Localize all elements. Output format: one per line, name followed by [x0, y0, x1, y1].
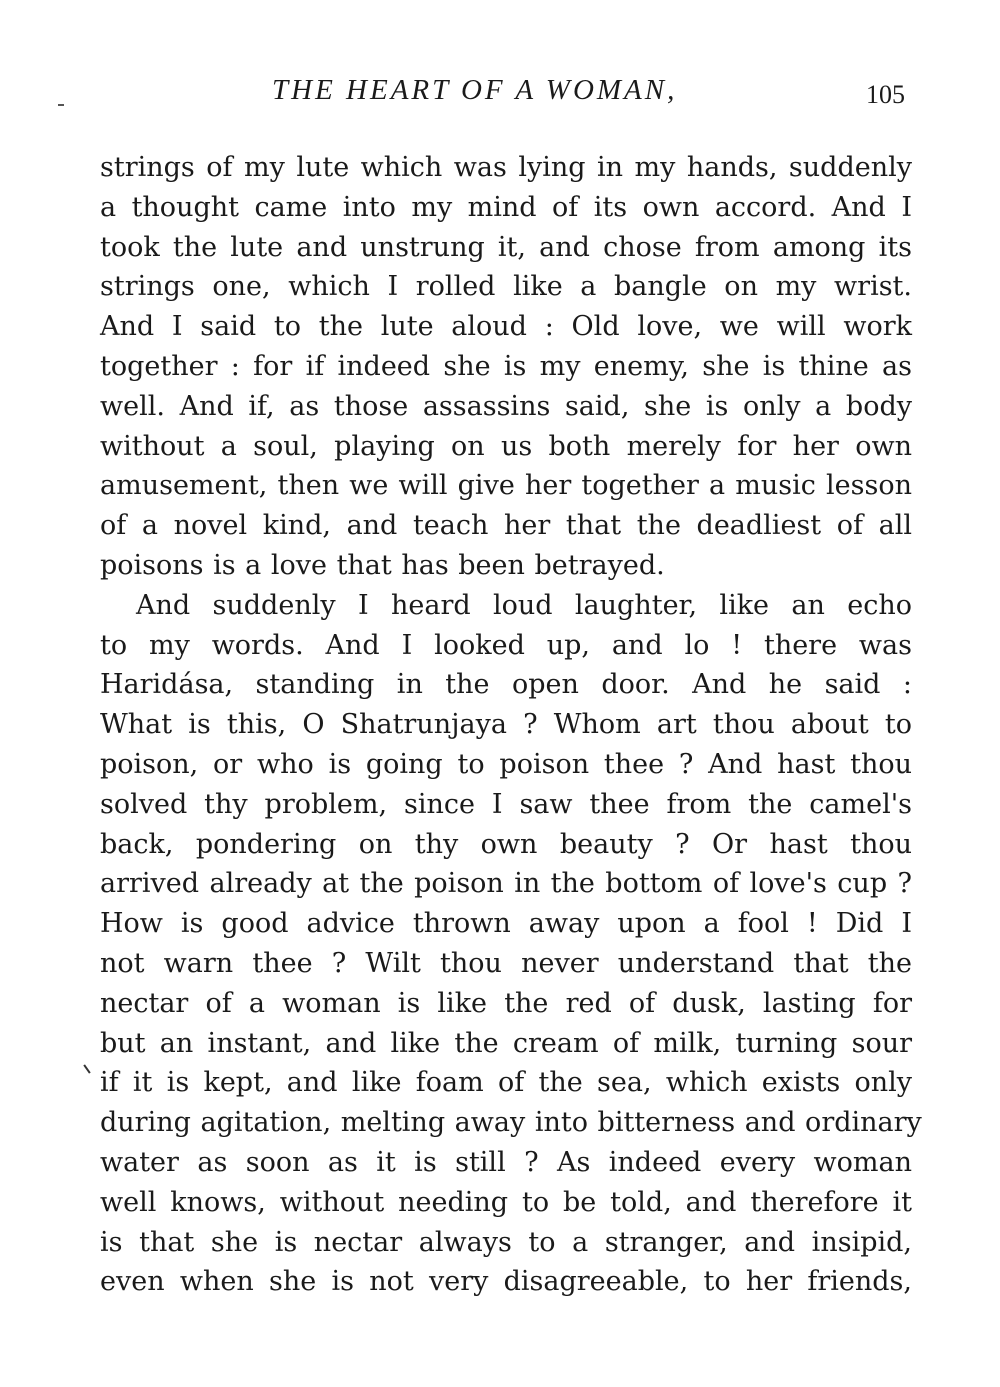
- text-line: well knows, without needing to be told, and therefore it: [100, 1186, 912, 1218]
- text-line: but an instant, and like the cream of milk, turning sour: [100, 1027, 912, 1059]
- text-line: of a novel kind, and teach her that the deadliest of all: [100, 510, 912, 542]
- text-line: strings of my lute which was lying in my hands, suddenly: [100, 152, 912, 183]
- text-line: What is this, O Shatrunjaya ? Whom art thou about to: [100, 709, 912, 741]
- text-line: poisons is a love that has been betrayed.: [100, 549, 665, 581]
- text-line: arrived already at the poison in the bottom of love's cup ?: [100, 868, 912, 900]
- text-line: not warn thee ? Wilt thou never understand that the: [100, 947, 912, 979]
- text-line: back, pondering on thy own beauty ? Or hast thou: [100, 828, 912, 860]
- running-head: [0, 74, 1000, 114]
- paragraph-2: [100, 586, 922, 1302]
- text-line: during agitation, melting away into bitterness and ordinary: [100, 1107, 922, 1139]
- text-line: How is good advice thrown away upon a fool ! Did I: [100, 908, 912, 940]
- text-line: solved thy problem, since I saw thee from the camel's: [100, 788, 912, 820]
- text-line: nectar of a woman is like the red of dusk, lasting for: [100, 987, 912, 1019]
- running-title: THE HEART OF A WOMAN,: [272, 74, 678, 106]
- text-line: if it is kept, and like foam of the sea, which exists only: [100, 1067, 912, 1099]
- text-line: took the lute and unstrung it, and chose from among its: [100, 231, 912, 263]
- text-line: to my words. And I looked up, and lo ! there was: [100, 629, 912, 661]
- text-line: is that she is nectar always to a stranger, and insipid,: [100, 1226, 912, 1258]
- text-line: poison, or who is going to poison thee ? And hast thou: [100, 748, 912, 780]
- text-line: And suddenly I heard loud laughter, like an echo: [136, 589, 912, 621]
- text-line: a thought came into my mind of its own accord. And I: [100, 191, 912, 223]
- margin-mark: [58, 104, 64, 106]
- paragraph-1: [100, 148, 912, 586]
- text-line: water as soon as it is still ? As indeed every woman: [100, 1146, 912, 1178]
- text-line: Haridása, standing in the open door. And he said :: [100, 669, 912, 701]
- text-line: without a soul, playing on us both merely for her own: [100, 430, 912, 462]
- text-line: even when she is not very disagreeable, to her friends,: [100, 1266, 912, 1298]
- page-number: 105: [866, 80, 905, 109]
- text-line: amusement, then we will give her together a music lesson: [100, 470, 912, 502]
- text-line: together : for if indeed she is my enemy, she is thine as: [100, 350, 912, 382]
- body-text: [100, 148, 922, 1302]
- text-line: strings one, which I rolled like a bangle on my wrist.: [100, 271, 912, 303]
- text-line: well. And if, as those assassins said, she is only a body: [100, 390, 912, 422]
- margin-tick: [83, 1064, 90, 1073]
- text-line: And I said to the lute aloud : Old love, we will work: [100, 311, 912, 343]
